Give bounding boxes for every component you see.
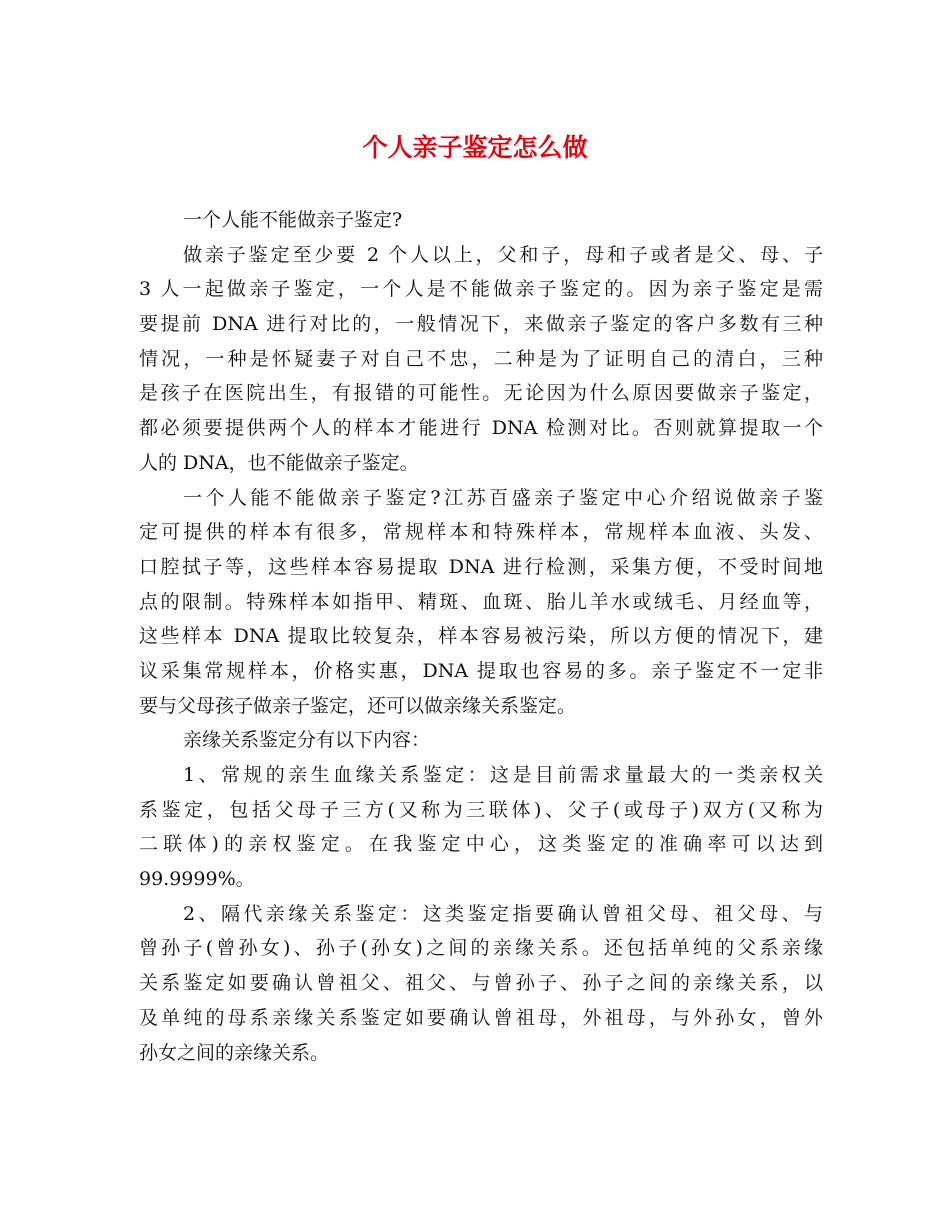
document-body [139,203,823,1070]
paragraph-line: 亲缘关系鉴定分有以下内容： [183,729,431,752]
paragraph-line: 3 人一起做亲子鉴定，一个人是不能做亲子鉴定的。因为亲子鉴定是需 [139,278,823,301]
paragraph-line: 关系鉴定如要确认曾祖父、祖父、与曾孙子、孙子之间的亲缘关系，以 [139,972,823,995]
paragraph-line: 系鉴定，包括父母子三方(又称为三联体)、父子(或母子)双方(又称为 [139,798,823,821]
paragraph-line: 点的限制。特殊样本如指甲、精斑、血斑、胎儿羊水或绒毛、月经血等， [139,590,823,613]
paragraph-line: 做亲子鉴定至少要 2 个人以上，父和子，母和子或者是父、母、子 [183,243,823,266]
paragraph-line: 人的 DNA，也不能做亲子鉴定。 [139,451,419,474]
paragraph-line: 口腔拭子等，这些样本容易提取 DNA 进行检测，采集方便，不受时间地 [139,555,823,578]
paragraph-line: 这些样本 DNA 提取比较复杂，样本容易被污染，所以方便的情况下，建 [139,625,823,648]
paragraph-line: 曾孙子(曾孙女)、孙子(孙女)之间的亲缘关系。还包括单纯的父系亲缘 [139,937,823,960]
paragraph-line: 都必须要提供两个人的样本才能进行 DNA 检测对比。否则就算提取一个 [139,417,823,440]
paragraph-line: 情况，一种是怀疑妻子对自己不忠，二种是为了证明自己的清白，三种 [139,347,823,370]
paragraph-line: 2、隔代亲缘关系鉴定：这类鉴定指要确认曾祖父母、祖父母、与 [183,902,823,925]
paragraph-line: 1、常规的亲生血缘关系鉴定：这是目前需求量最大的一类亲权关 [183,764,823,786]
paragraph-line: 一个人能不能做亲子鉴定? [183,209,403,231]
paragraph-line: 及单纯的母系亲缘关系鉴定如要确认曾祖母，外祖母，与外孙女，曾外 [139,1006,823,1029]
paragraph-line: 一个人能不能做亲子鉴定?江苏百盛亲子鉴定中心介绍说做亲子鉴 [183,486,823,509]
paragraph-line: 二联体)的亲权鉴定。在我鉴定中心，这类鉴定的准确率可以达到 [139,833,823,856]
paragraph-line: 议采集常规样本，价格实惠，DNA 提取也容易的多。亲子鉴定不一定非 [139,659,823,682]
paragraph-line: 定可提供的样本有很多，常规样本和特殊样本，常规样本血液、头发、 [139,521,823,544]
document-title: 个人亲子鉴定怎么做 [362,133,588,162]
paragraph-line: 是孩子在医院出生，有报错的可能性。无论因为什么原因要做亲子鉴定， [139,382,823,405]
paragraph-line: 要提前 DNA 进行对比的，一般情况下，来做亲子鉴定的客户多数有三种 [139,313,823,336]
paragraph-line: 要与父母孩子做亲子鉴定，还可以做亲缘关系鉴定。 [139,694,577,717]
paragraph-line: 99.9999%。 [139,868,255,891]
paragraph-line: 孙女之间的亲缘关系。 [139,1041,330,1064]
